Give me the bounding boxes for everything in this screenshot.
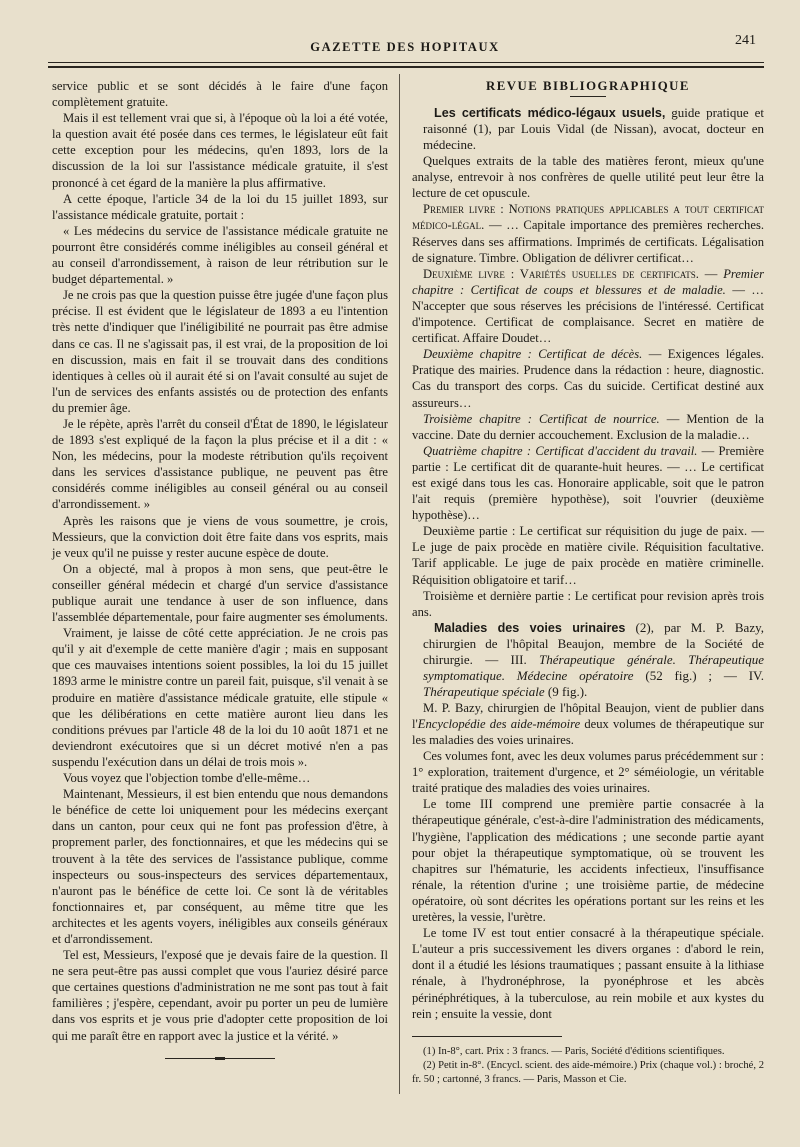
- column-divider: [399, 74, 400, 1094]
- footnote: (2) Petit in-8°. (Encycl. scient. des aide-mémoire.) Prix (chaque vol.) : broché, 2 fr. 50 ; cartonné, 3 francs. — Paris, Masson et Cie.: [412, 1059, 764, 1085]
- chapter-label: Deuxième chapitre : Certificat de décès.: [423, 347, 643, 362]
- text: (2), par M. P. Bazy, chirurgien de l'hôpital Beaujon, membre de la Société de chirurgie. — III.: [423, 619, 764, 667]
- end-ornament: [165, 1058, 275, 1059]
- paragraph: On a objecté, mal à propos à mon sens, que peut-être le conseiller général médecin et chargé d'un service d'assistance publique aurait une tendance à user de son influence, dans l'assemblée départementale, pour faire augmenter ses émoluments.: [52, 561, 388, 625]
- book-title-bold: Maladies des voies urinaires: [434, 620, 626, 635]
- paragraph: [412, 201, 764, 265]
- book-title-voies-urinaires: [412, 620, 764, 700]
- paragraph: Quelques extraits de la table des matières feront, mieux qu'une analyse, entrevoir à nos confrères de quelle utilité peut leur être la lecture de cet opuscule.: [412, 154, 764, 201]
- header-rule-thick: [48, 66, 764, 68]
- paragraph: Troisième et dernière partie : Le certificat pour revision après trois ans.: [412, 588, 764, 619]
- chapter-label: Premier chapitre : Certificat de coups et blessures et de maladie.: [412, 266, 765, 297]
- text: (9 fig.).: [544, 683, 588, 699]
- text: Thérapeutique spéciale: [423, 683, 545, 699]
- header-rule: [48, 62, 764, 63]
- paragraph: Je le répète, après l'arrêt du conseil d'État de 1890, le législateur de 1893 s'est expliqué de la façon la plus précise et il a dit : « Non, les médecins, pour la modeste rétribution qu'ils reçoivent dans les services d'assistance publique, ne peuvent pas être considérés comme inéligibles au conseil général ou au conseil d'arrondissement. »: [52, 416, 388, 512]
- paragraph: Vous voyez que l'objection tombe d'elle-même…: [63, 771, 311, 786]
- text: Encyclopédie des aide-mémoire: [417, 716, 581, 731]
- book-label: Premier livre : Notions pratiques applicables a tout certificat médico-légal.: [412, 202, 764, 233]
- text: Thérapeutique générale. Thérapeutique symptomatique. Médecine opératoire: [423, 651, 764, 683]
- left-column: [52, 78, 388, 1059]
- book-title-bold: Les certificats médico-légaux usuels,: [434, 106, 666, 121]
- text: — Première partie : Le certificat dit de quarante-huit heures. — … Le certificat est exigé dans tous les cas. Honoraire applicable, soit que le patron l'ait requis (première hypothèse), soit l'ouvrier (deuxième hypothèse)…: [412, 443, 764, 523]
- paragraph: Le tome IV est tout entier consacré à la thérapeutique spéciale. L'auteur a pris successivement les divers organes : d'abord le rein, dont il a étudié les lésions traumatiques ; passant ensuite à la lithiase rénale, à l'hydronéphrose, la pyonéphrose et les abcès périnéphrétiques, à la tuberculose, au rein mobile et aux kystes du rein ; ensuite la vessie, dont: [412, 926, 764, 1021]
- text: — … Capitale importance des premières recherches. Réserves dans ses affirmations. Imprimés de certificats. Légalisation de signature. Timbre. Obligation de délivrer certificat…: [412, 218, 764, 265]
- paragraph: [412, 700, 764, 748]
- paragraph: service public et se sont décidés à le faire d'une façon complètement gratuite.: [52, 79, 388, 110]
- paragraph: Deuxième partie : Le certificat sur réquisition du juge de paix. — Le juge de paix procède en matière civile. Réquisition facultative. Tarif applicable. Le juge de paix procède en matière criminelle. Réquisition obligatoire et tarif…: [412, 524, 764, 587]
- text: — Mention de la vaccine. Date du dernier accouchement. Exclusion de la maladie…: [412, 411, 765, 442]
- text: — … N'accepter que sous réserves les précisions de l'intéressé. Certificat d'impotence. Certificat de complaisance. Secret en matière de certificat. Affaire Doudet…: [412, 282, 765, 346]
- paragraph: A cette époque, l'article 34 de la loi du 15 juillet 1893, sur l'assistance médicale gratuite, portait :: [52, 191, 388, 222]
- paragraph: [412, 346, 764, 410]
- page-number: 241: [735, 33, 756, 48]
- paragraph: Maintenant, Messieurs, il est bien entendu que nous demandons le bénéfice de cette loi uniquement pour les médecins exerçant dans un canton, pour ceux qui ne font pas profession d'être, à proprement parler, des fonctionnaires, et que les médecins qui se trouvent à la tête des services de l'assistance publique, comme inspecteurs ou sous-inspecteurs des services départementaux, n'auront pas le bénéfice de cette loi. Ce sont là de véritables fonctionnaires et, par conséquent, au même titre que les architectes et les agents voyers, inéligibles aux conseils généraux et d'arrondissement.: [52, 787, 388, 946]
- paragraph: Ces volumes font, avec les deux volumes parus précédemment sur : 1° exploration, traitement d'urgence, et 2° séméiologie, un véritable traité pratique des maladies des voies urinaires.: [412, 749, 764, 796]
- text: (52 fig.) ; — IV.: [633, 667, 764, 683]
- paragraph: [412, 411, 764, 443]
- footnote-rule: [412, 1036, 562, 1037]
- right-column: [412, 78, 764, 1087]
- section-rule: [570, 96, 606, 97]
- paragraph: « Les médecins du service de l'assistance médicale gratuite ne pourront être considérés comme inéligibles au conseil général et au conseil d'arrondissement, à raison de leur rétribution sur le budget départemental. »: [52, 223, 388, 287]
- paragraph: Je ne crois pas que la question puisse être jugée d'une façon plus précise. Il est évident que le législateur de 1893 a eu l'intention très nette d'indiquer que l'inéligibilité ne pourrait pas être admise dans ce cas. Il ne s'agissait pas, il est vrai, de la proposition de loi en discussion, mais en fait il se trouvait dans des conditions identiques à celles où il aurait été si on l'avait consulté au sujet de l'un de services des enfants assistés ou de protection des enfants du premier âge.: [52, 288, 388, 415]
- journal-title: GAZETTE DES HOPITAUX: [310, 40, 500, 54]
- paragraph: Mais il est tellement vrai que si, à l'époque où la loi a été votée, la question avait été posée dans ces termes, le législateur eût fait cette exception pour les médecins, qu'en 1893, lors de la discussion de la loi sur l'assistance médicale gratuite, il s'est prononcé à cet égard de la manière la plus affirmative.: [52, 111, 388, 190]
- book-title-certificats: [412, 105, 764, 153]
- paragraph: Vraiment, je laisse de côté cette appréciation. Je ne crois pas qu'il y ait d'exemple de cette manière d'agir ; mais en supposant que ces mauvaises intentions soient possibles, la loi du 15 juillet 1893 arme le ministre contre un pareil fait, puisque, s'il venait à se produire en matière d'assistance médicale gratuite, elle stipule « que les délibérations en cette matière auront lieu dans les conditions prévues par l'article 48 de la loi du 10 août 1871 et ne deviendront exécutoires que si un décret motivé n'en a pas suspendu l'exécution dans un délai de trois mois ».: [52, 626, 388, 769]
- paragraph: Tel est, Messieurs, l'exposé que je devais faire de la question. Il ne sera peut-être pas aussi complet que vous l'auriez désiré parce que certaines questions d'administration ne me sont pas tout à fait familières ; j'espère, cependant, avoir pu porter un peu de lumière dans vos esprits et je vous prie d'adopter cette proposition de loi qui me paraît être en rapport avec la justice et la vérité. »: [52, 948, 388, 1043]
- text: deux volumes de thérapeutique sur les maladies des voies urinaires.: [412, 716, 764, 747]
- text: M. P. Bazy, chirurgien de l'hôpital Beaujon, vient de publier dans l': [412, 700, 764, 731]
- paragraph: [412, 443, 764, 523]
- book-label: Deuxième livre : Variétés usuelles de certificats.: [423, 266, 699, 281]
- paragraph: Le tome III comprend une première partie consacrée à la thérapeutique générale, c'est-à-dire l'administration des médicaments, l'hygiène, l'application des médications ; une seconde partie ayant pour objet la thérapeutique symptomatique, où se trouvent les chapitres sur l'hématurie, les accidents infectieux, l'insuffisance rénale, la rétention d'urine ; une troisième partie, de médecine opératoire, où sont décrites les opérations portant sur les reins et les uretères, la vessie, l'urètre.: [412, 797, 764, 925]
- text: — Exigences légales. Pratique des mairies. Prudence dans la rédaction : heure, diagnostic. Cas du transport des corps. Cas du suicide. Certificat destiné aux assureurs…: [412, 347, 764, 410]
- book-title-rest: guide pratique et raisonné (1), par Louis Vidal (de Nissan), avocat, docteur en médecine.: [423, 105, 765, 153]
- chapter-label: Troisième chapitre : Certificat de nourrice.: [423, 411, 660, 426]
- paragraph: Après les raisons que je viens de vous soumettre, je crois, Messieurs, que la conviction doit être faite dans vos esprits, mais je veux qu'il ne puisse y rester aucune espèce de doute.: [52, 513, 388, 560]
- section-heading: REVUE BIBLIOGRAPHIQUE: [486, 79, 690, 93]
- chapter-label: Quatrième chapitre : Certificat d'accident du travail.: [423, 443, 698, 458]
- footnote: (1) In-8°, cart. Prix : 3 francs. — Paris, Société d'éditions scientifiques.: [423, 1045, 725, 1057]
- text: —: [698, 266, 724, 281]
- paragraph: [412, 266, 764, 346]
